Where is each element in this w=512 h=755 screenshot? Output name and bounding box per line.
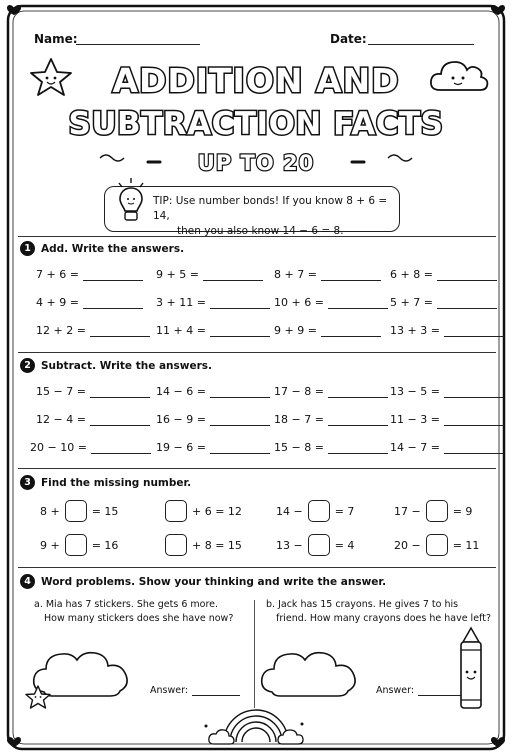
subtraction-equation: 14 − 7 = bbox=[390, 441, 440, 454]
addition-answer-field[interactable] bbox=[210, 298, 270, 309]
subtraction-answer-field[interactable] bbox=[210, 443, 270, 454]
section-4-heading bbox=[20, 574, 386, 589]
addition-equation: 13 + 3 = bbox=[390, 324, 440, 337]
addition-equation: 9 + 9 = bbox=[274, 324, 317, 337]
missing-number-problem bbox=[276, 534, 354, 556]
addition-equation: 12 + 2 = bbox=[36, 324, 86, 337]
subtraction-answer-field[interactable] bbox=[210, 415, 270, 426]
subtraction-problem bbox=[390, 385, 504, 398]
missing-number-before: 20 − bbox=[394, 538, 421, 552]
missing-number-after: + 8 = 15 bbox=[192, 538, 242, 552]
addition-answer-field[interactable] bbox=[203, 270, 263, 281]
subtraction-answer-field[interactable] bbox=[328, 387, 388, 398]
addition-answer-field[interactable] bbox=[321, 326, 381, 337]
missing-number-before: 17 − bbox=[394, 504, 421, 518]
subtraction-equation: 15 − 7 = bbox=[36, 385, 86, 398]
addition-equation: 10 + 6 = bbox=[274, 296, 324, 309]
addition-answer-field[interactable] bbox=[210, 326, 270, 337]
subtraction-equation: 18 − 7 = bbox=[274, 413, 324, 426]
addition-problem bbox=[390, 268, 497, 281]
addition-answer-field[interactable] bbox=[444, 326, 504, 337]
missing-number-after: = 4 bbox=[334, 538, 355, 552]
missing-number-after: = 7 bbox=[334, 504, 355, 518]
missing-number-problem bbox=[276, 500, 354, 522]
addition-answer-field[interactable] bbox=[83, 270, 143, 281]
addition-equation: 5 + 7 = bbox=[390, 296, 433, 309]
missing-number-after: = 9 bbox=[452, 504, 473, 518]
subtraction-problem bbox=[156, 413, 270, 426]
section-number-badge: 1 bbox=[20, 241, 35, 256]
answer-b bbox=[376, 685, 466, 696]
subtraction-problem bbox=[274, 441, 388, 454]
addition-answer-field[interactable] bbox=[321, 270, 381, 281]
subtraction-problem bbox=[390, 441, 504, 454]
addition-equation: 3 + 11 = bbox=[156, 296, 206, 309]
addition-equation: 7 + 6 = bbox=[36, 268, 79, 281]
addition-answer-field[interactable] bbox=[90, 326, 150, 337]
subtraction-equation: 20 − 10 = bbox=[30, 441, 87, 454]
missing-number-after: = 16 bbox=[91, 538, 119, 552]
subtraction-problem bbox=[274, 385, 388, 398]
subtraction-answer-field[interactable] bbox=[444, 415, 504, 426]
missing-number-after: = 11 bbox=[452, 538, 480, 552]
missing-number-problem bbox=[40, 500, 118, 522]
addition-answer-field[interactable] bbox=[328, 298, 388, 309]
lightbulb-icon bbox=[115, 177, 147, 229]
subtraction-answer-field[interactable] bbox=[91, 443, 151, 454]
thinking-cloud-b[interactable] bbox=[258, 638, 370, 700]
subtraction-problem bbox=[36, 413, 150, 426]
addition-problem bbox=[36, 296, 143, 309]
subtraction-answer-field[interactable] bbox=[328, 443, 388, 454]
answer-b-label: Answer: bbox=[376, 685, 415, 696]
addition-problem bbox=[274, 324, 381, 337]
missing-number-box[interactable] bbox=[165, 534, 187, 556]
title-subtitle: UP TO 20 bbox=[197, 151, 315, 175]
tip-line-1: TIP: Use number bonds! If you know 8 + 6 = 14, bbox=[153, 195, 388, 222]
missing-number-before: 8 + bbox=[40, 504, 60, 518]
subtraction-answer-field[interactable] bbox=[444, 387, 504, 398]
subtraction-equation: 11 − 3 = bbox=[390, 413, 440, 426]
addition-equation: 4 + 9 = bbox=[36, 296, 79, 309]
section-heading-text: Word problems. Show your thinking and write the answer. bbox=[41, 575, 387, 588]
tip-text bbox=[153, 194, 397, 239]
addition-answer-field[interactable] bbox=[437, 298, 497, 309]
word-problem-b bbox=[266, 598, 491, 626]
subtraction-problem bbox=[30, 441, 151, 454]
subtraction-equation: 15 − 8 = bbox=[274, 441, 324, 454]
word-problems-divider bbox=[254, 600, 255, 708]
addition-equation: 11 + 4 = bbox=[156, 324, 206, 337]
section-heading-text: Find the missing number. bbox=[41, 476, 192, 489]
crayon-icon bbox=[454, 626, 488, 718]
addition-problem bbox=[156, 324, 270, 337]
section-divider bbox=[18, 236, 496, 237]
missing-number-problem bbox=[40, 534, 118, 556]
subtraction-equation: 13 − 5 = bbox=[390, 385, 440, 398]
section-2-heading bbox=[20, 358, 212, 373]
addition-equation: 9 + 5 = bbox=[156, 268, 199, 281]
missing-number-before: 9 + bbox=[40, 538, 60, 552]
word-problem-b-line-2: friend. How many crayons does he have left? bbox=[276, 613, 491, 624]
subtraction-problem bbox=[390, 413, 504, 426]
missing-number-problem bbox=[394, 534, 479, 556]
small-star-icon bbox=[24, 684, 52, 710]
section-divider bbox=[18, 567, 496, 568]
word-problem-a-line-1: a. Mia has 7 stickers. She gets 6 more. bbox=[34, 599, 219, 610]
missing-number-before: 14 − bbox=[276, 504, 303, 518]
missing-number-box[interactable] bbox=[165, 500, 187, 522]
missing-number-box[interactable] bbox=[426, 534, 448, 556]
section-heading-text: Add. Write the answers. bbox=[41, 242, 185, 255]
title-line-2: SUBTRACTION FACTS bbox=[68, 106, 444, 142]
subtraction-answer-field[interactable] bbox=[210, 387, 270, 398]
subtraction-answer-field[interactable] bbox=[90, 415, 150, 426]
missing-number-problem bbox=[394, 500, 472, 522]
missing-number-box[interactable] bbox=[65, 534, 87, 556]
section-1-heading bbox=[20, 241, 184, 256]
name-label: Name: bbox=[34, 32, 78, 46]
section-heading-text: Subtract. Write the answers. bbox=[41, 359, 213, 372]
section-number-badge: 2 bbox=[20, 358, 35, 373]
word-problem-a-line-2: How many stickers does she have now? bbox=[44, 613, 234, 624]
section-divider bbox=[18, 352, 496, 353]
subtraction-answer-field[interactable] bbox=[444, 443, 504, 454]
missing-number-after: + 6 = 12 bbox=[192, 504, 242, 518]
addition-equation: 8 + 7 = bbox=[274, 268, 317, 281]
name-field[interactable] bbox=[76, 44, 200, 45]
rainbow-icon bbox=[202, 700, 310, 746]
subtraction-problem bbox=[156, 385, 270, 398]
addition-problem bbox=[36, 324, 150, 337]
word-problem-a bbox=[34, 598, 233, 626]
date-label: Date: bbox=[330, 32, 367, 46]
date-field[interactable] bbox=[368, 44, 474, 45]
worksheet-title bbox=[40, 56, 472, 192]
missing-number-box[interactable] bbox=[426, 500, 448, 522]
title-line-1: ADDITION AND bbox=[112, 61, 400, 100]
missing-number-problem bbox=[160, 534, 242, 556]
addition-problem bbox=[390, 324, 504, 337]
section-number-badge: 3 bbox=[20, 475, 35, 490]
subtraction-problem bbox=[156, 441, 270, 454]
addition-equation: 6 + 8 = bbox=[390, 268, 433, 281]
section-number-badge: 4 bbox=[20, 574, 35, 589]
word-problem-b-line-1: b. Jack has 15 crayons. He gives 7 to his bbox=[266, 599, 459, 610]
missing-number-box[interactable] bbox=[308, 534, 330, 556]
tip-box bbox=[104, 186, 400, 237]
subtraction-equation: 19 − 6 = bbox=[156, 441, 206, 454]
answer-a-label: Answer: bbox=[150, 685, 189, 696]
subtraction-problem bbox=[36, 385, 150, 398]
subtraction-answer-field[interactable] bbox=[90, 387, 150, 398]
missing-number-problem bbox=[160, 500, 242, 522]
addition-problem bbox=[156, 296, 270, 309]
addition-answer-field[interactable] bbox=[437, 270, 497, 281]
subtraction-equation: 16 − 9 = bbox=[156, 413, 206, 426]
subtraction-answer-field[interactable] bbox=[328, 415, 388, 426]
missing-number-box[interactable] bbox=[65, 500, 87, 522]
addition-answer-field[interactable] bbox=[83, 298, 143, 309]
answer-a bbox=[150, 685, 240, 696]
subtraction-equation: 17 − 8 = bbox=[274, 385, 324, 398]
addition-problem bbox=[274, 268, 381, 281]
subtraction-equation: 12 − 4 = bbox=[36, 413, 86, 426]
missing-number-after: = 15 bbox=[91, 504, 119, 518]
addition-problem bbox=[274, 296, 388, 309]
addition-problem bbox=[156, 268, 263, 281]
tip-line-2: then you also know 14 − 6 = 8. bbox=[177, 225, 344, 237]
subtraction-equation: 14 − 6 = bbox=[156, 385, 206, 398]
answer-a-field[interactable] bbox=[192, 685, 240, 696]
addition-problem bbox=[390, 296, 497, 309]
section-3-heading bbox=[20, 475, 191, 490]
subtraction-problem bbox=[274, 413, 388, 426]
missing-number-box[interactable] bbox=[308, 500, 330, 522]
section-divider bbox=[18, 468, 496, 469]
addition-problem bbox=[36, 268, 143, 281]
missing-number-before: 13 − bbox=[276, 538, 303, 552]
